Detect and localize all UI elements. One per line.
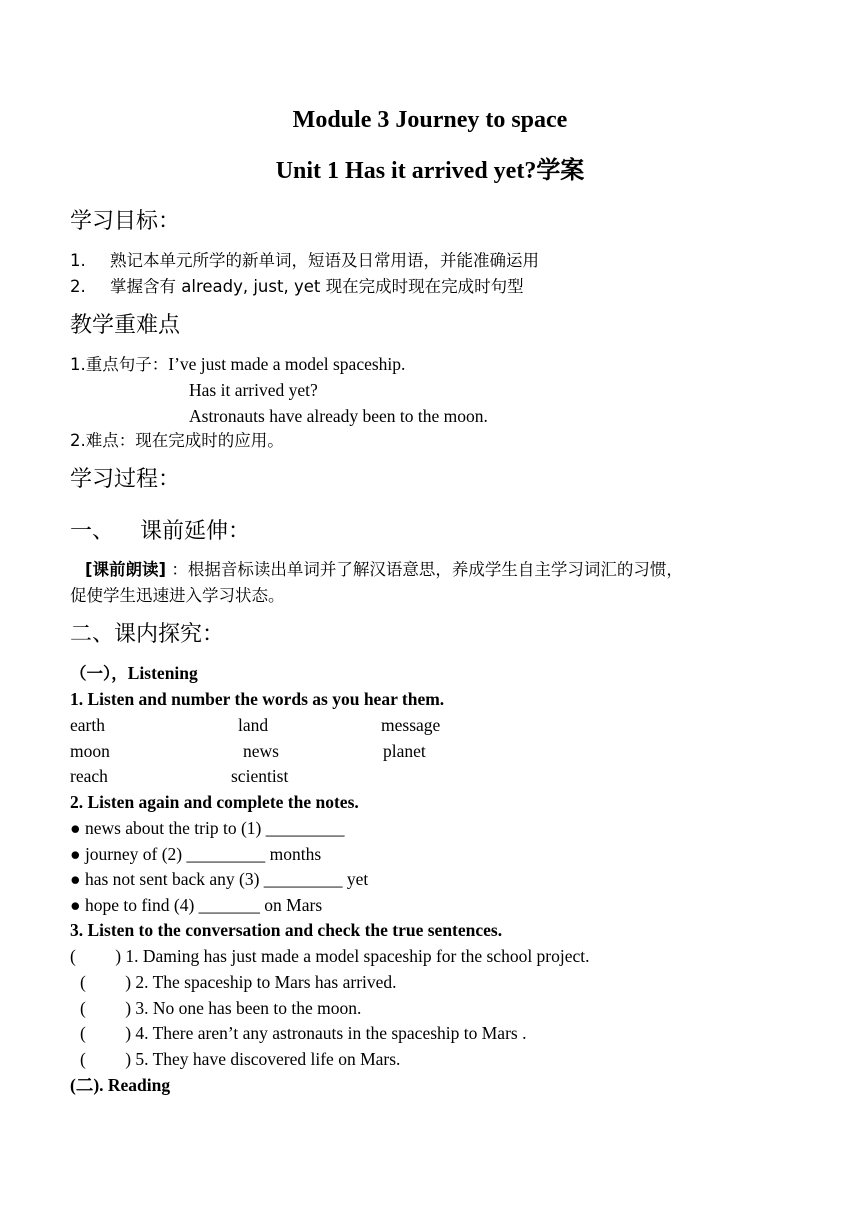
listening-task-2: 2. Listen again and complete the notes.	[70, 792, 359, 812]
listening-label-cn: （一），	[70, 664, 128, 683]
check-sentence: 4. There aren’t any astronauts in the spaceship to Mars .	[135, 1023, 527, 1043]
check-item-3	[80, 997, 361, 1019]
key-sentence-3: Astronauts have already been to the moon.	[189, 406, 488, 426]
check-bracket[interactable]: ( )	[70, 946, 122, 966]
key-point-1	[70, 353, 405, 376]
objective-item-1	[70, 250, 539, 272]
listening-task-1: 1. Listen and number the words as you hear them.	[70, 689, 445, 709]
document-title: Module 3 Journey to space	[292, 107, 568, 133]
objectives-heading: 学习目标：	[70, 209, 181, 234]
objective-text: 熟记本单元所学的新单词，短语及日常用语，并能准确运用	[110, 251, 539, 270]
listening-label	[70, 662, 198, 685]
key-sentence-1: I’ve just made a model spaceship.	[168, 354, 406, 374]
objective-text: 掌握含有 already, just, yet 现在完成时现在完成时句型	[110, 277, 524, 296]
word-reach: reach	[70, 766, 108, 786]
section2-heading: 二、课内探究：	[70, 622, 225, 647]
word-planet: planet	[383, 741, 426, 761]
key-point-2: 2.难点：现在完成时的应用。	[70, 431, 284, 450]
preread-label: [课前朗读]	[85, 560, 167, 579]
listening-label-en: Listening	[127, 663, 198, 683]
word-moon: moon	[70, 741, 110, 761]
section1-heading	[70, 518, 251, 546]
key-point-label: 1.重点句子：	[70, 355, 169, 374]
check-item-2	[80, 971, 397, 993]
check-sentence: 3. No one has been to the moon.	[135, 998, 362, 1018]
note-item: ● has not sent back any (3) _________ yet	[70, 869, 369, 889]
check-item-1	[70, 945, 590, 967]
check-bracket[interactable]: ( )	[80, 1049, 132, 1069]
word-news: news	[243, 741, 279, 761]
objective-num: 1.	[70, 251, 86, 270]
word-message: message	[381, 715, 441, 735]
objective-item-2	[70, 276, 524, 298]
key-sentence-2: Has it arrived yet?	[189, 380, 318, 400]
check-item-4	[80, 1022, 526, 1044]
check-bracket[interactable]: ( )	[80, 1023, 132, 1043]
section1-title: 课前延伸：	[140, 519, 251, 544]
word-earth: earth	[70, 715, 105, 735]
process-heading: 学习过程：	[70, 467, 181, 492]
document-subtitle: Unit 1 Has it arrived yet?学案	[275, 158, 585, 184]
preread-text: ：根据音标读出单词并了解汉语意思，养成学生自主学习词汇的习惯，	[171, 560, 683, 579]
preread-line-2: 促使学生迅速进入学习状态。	[70, 586, 285, 605]
check-bracket[interactable]: ( )	[80, 998, 132, 1018]
note-item: ● news about the trip to (1) _________	[70, 818, 345, 838]
check-item-5	[80, 1048, 400, 1070]
section1-num: 一、	[70, 519, 115, 544]
note-item: ● hope to find (4) _______ on Mars	[70, 895, 323, 915]
key-points-heading: 教学重难点	[70, 313, 181, 338]
reading-label: (二). Reading	[70, 1075, 171, 1095]
check-bracket[interactable]: ( )	[80, 972, 132, 992]
listening-task-3: 3. Listen to the conversation and check the true sentences.	[70, 920, 503, 940]
check-sentence: 2. The spaceship to Mars has arrived.	[135, 972, 397, 992]
word-scientist: scientist	[231, 766, 289, 786]
objective-num: 2.	[70, 277, 86, 296]
check-sentence: 5. They have discovered life on Mars.	[135, 1049, 401, 1069]
preread-line-1	[85, 559, 683, 581]
check-sentence: 1. Daming has just made a model spaceship for the school project.	[125, 946, 590, 966]
word-land: land	[238, 715, 269, 735]
note-item: ● journey of (2) _________ months	[70, 844, 322, 864]
